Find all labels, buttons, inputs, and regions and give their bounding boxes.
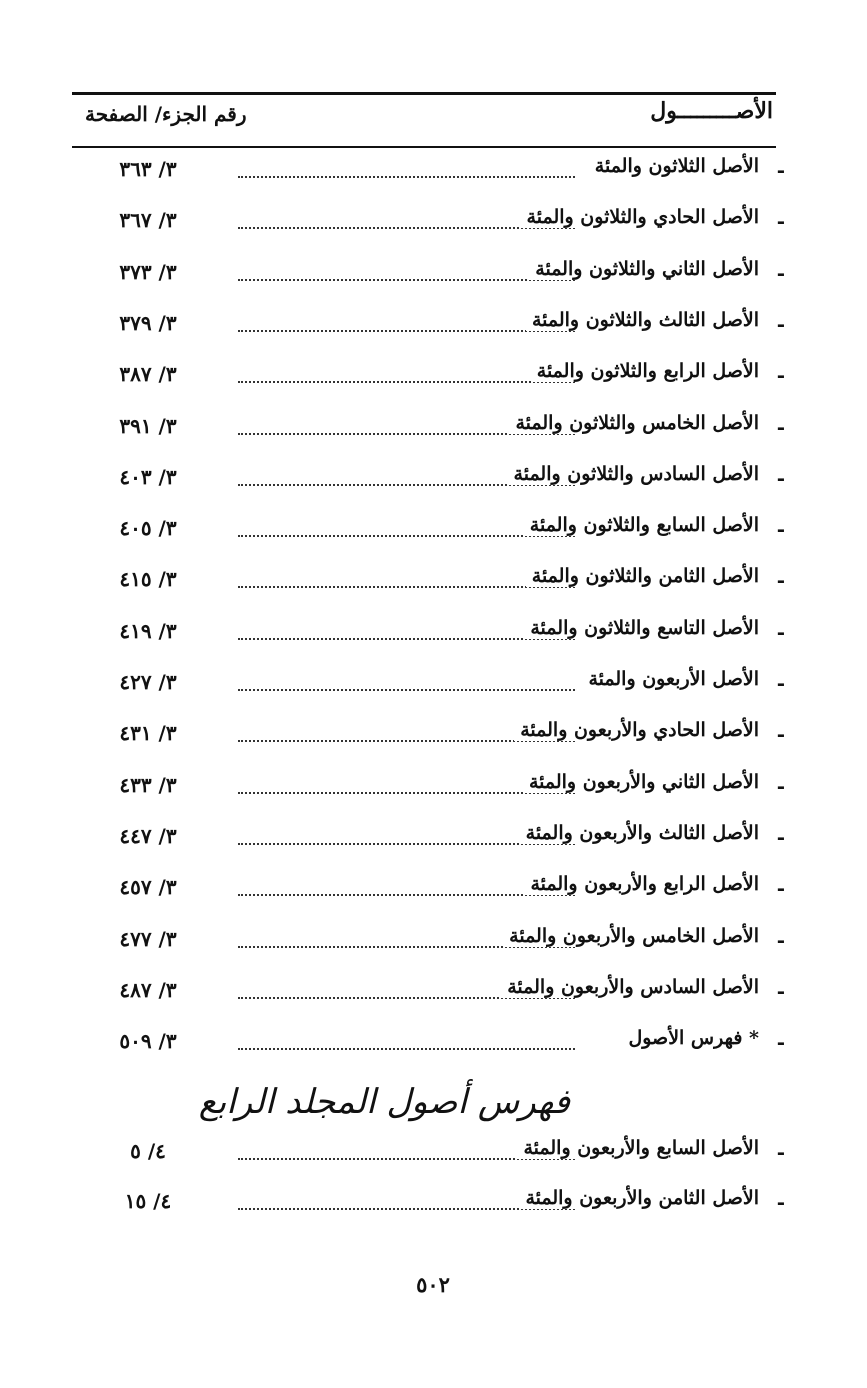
entry-title: الأصل التاسع والثلاثون والمئة (524, 617, 759, 639)
toc-entry (100, 511, 785, 551)
toc-entry (100, 357, 785, 397)
dot-leader (238, 330, 575, 332)
entry-dash: - (776, 260, 785, 285)
toc-entry (100, 1024, 785, 1064)
entry-dash: - (776, 619, 785, 644)
toc-entry (100, 870, 785, 910)
section-title: فهرس أصول المجلد الرابع (198, 1082, 570, 1122)
dot-leader (238, 279, 575, 281)
entry-dash: - (776, 363, 785, 388)
dot-leader (238, 176, 575, 178)
entry-page-ref: ٣/ ٣٦٧ (119, 208, 177, 233)
toc-entry (100, 306, 785, 346)
entry-title: الأصل الثالث والثلاثون والمئة (526, 309, 759, 331)
entry-dash: - (776, 1030, 785, 1055)
entry-dash: - (776, 876, 785, 901)
entry-title: الأصل الثالث والأربعون والمئة (520, 822, 759, 844)
entry-page-ref: ٤/ ٥ (130, 1139, 166, 1163)
entry-page-ref: ٣/ ٤٥٧ (119, 875, 177, 900)
entry-title: الأصل الثاني والثلاثون والمئة (529, 258, 759, 280)
entry-dash: - (776, 1190, 785, 1214)
entry-page-ref: ٣/ ٥٠٩ (119, 1029, 177, 1054)
entry-dash: - (776, 722, 785, 747)
toc-entry (100, 1134, 785, 1174)
toc-entry (100, 1184, 785, 1224)
entry-dash: - (776, 209, 785, 234)
entry-dash: - (776, 1140, 785, 1164)
entry-title: الأصل الثامن والأربعون والمئة (519, 1187, 759, 1209)
entry-title: الأصل الخامس والأربعون والمئة (503, 925, 759, 947)
page-number: ٥٠٢ (416, 1272, 450, 1297)
entry-page-ref: ٣/ ٤٣١ (119, 721, 177, 746)
toc-entry (100, 460, 785, 500)
entry-title: الأصل السادس والأربعون والمئة (501, 976, 759, 998)
entry-dash: - (776, 671, 785, 695)
entry-dash: - (776, 568, 785, 593)
entry-dash: - (776, 465, 785, 490)
entry-title: الأصل الثلاثون والمئة (589, 155, 759, 177)
entry-page-ref: ٣/ ٤١٩ (119, 618, 177, 643)
toc-entry (100, 922, 785, 962)
header-rule (72, 146, 776, 148)
entry-dash: - (776, 311, 785, 336)
toc-entry (100, 716, 785, 756)
entry-title: الأصل الحادي والأربعون والمئة (514, 719, 759, 741)
entry-page-ref: ٣/ ٤٧٧ (119, 926, 177, 951)
entry-dash: - (776, 158, 785, 182)
entry-page-ref: ٣/ ٤٣٣ (119, 772, 177, 797)
entry-title: الأصل الخامس والثلاثون والمئة (509, 412, 759, 434)
entry-page-ref: ٣/ ٣٧٣ (119, 259, 177, 284)
entry-dash: - (776, 517, 785, 542)
top-rule (72, 92, 776, 95)
entry-page-ref: ٤/ ١٥ (124, 1189, 172, 1213)
toc-entry (100, 152, 785, 192)
toc-entry (100, 819, 785, 859)
dot-leader (238, 381, 575, 383)
entry-page-ref: ٣/ ٣٩١ (119, 413, 177, 438)
toc-entry (100, 203, 785, 243)
toc-entry (100, 255, 785, 295)
toc-entry (100, 768, 785, 808)
entry-page-ref: ٣/ ٣٨٧ (119, 362, 177, 387)
entry-page-ref: ٣/ ٤٠٣ (119, 464, 177, 489)
entry-dash: - (776, 773, 785, 798)
entry-page-ref: ٣/ ٤٨٧ (119, 977, 177, 1002)
entry-title: الأصل الرابع والثلاثون والمئة (531, 360, 759, 382)
entry-title: الأصل الثامن والثلاثون والمئة (526, 565, 759, 587)
entry-page-ref: ٣/ ٣٦٣ (119, 157, 177, 181)
toc-entry (100, 665, 785, 705)
header-title: الأصـــــــــول (650, 98, 773, 124)
entry-dash: - (776, 824, 785, 849)
toc-entry (100, 409, 785, 449)
entry-title: الأصل الأربعون والمئة (582, 668, 759, 690)
dot-leader (238, 586, 575, 588)
entry-page-ref: ٣/ ٤٠٥ (119, 516, 177, 541)
entry-title: الأصل السابع والثلاثون والمئة (524, 514, 759, 536)
dot-leader (238, 1048, 575, 1050)
toc-entry (100, 562, 785, 602)
entry-title: الأصل الحادي والثلاثون والمئة (521, 206, 759, 228)
entry-dash: - (776, 927, 785, 952)
entry-title: الأصل الثاني والأربعون والمئة (523, 771, 759, 793)
entry-title: الأصل الرابع والأربعون والمئة (524, 873, 759, 895)
header-page-column: رقم الجزء/ الصفحة (85, 102, 247, 126)
entry-dash: - (776, 978, 785, 1003)
entry-page-ref: ٣/ ٤٤٧ (119, 823, 177, 848)
entry-dash: - (776, 414, 785, 439)
entry-title: * فهرس الأصول (622, 1027, 759, 1049)
toc-entry (100, 614, 785, 654)
entry-title: الأصل السادس والثلاثون والمئة (508, 463, 759, 485)
entry-page-ref: ٣/ ٣٧٩ (119, 310, 177, 335)
entry-title: الأصل السابع والأربعون والمئة (517, 1137, 759, 1159)
entry-page-ref: ٣/ ٤٢٧ (119, 670, 177, 694)
dot-leader (238, 689, 575, 691)
toc-entry (100, 973, 785, 1013)
entry-page-ref: ٣/ ٤١٥ (119, 567, 177, 592)
